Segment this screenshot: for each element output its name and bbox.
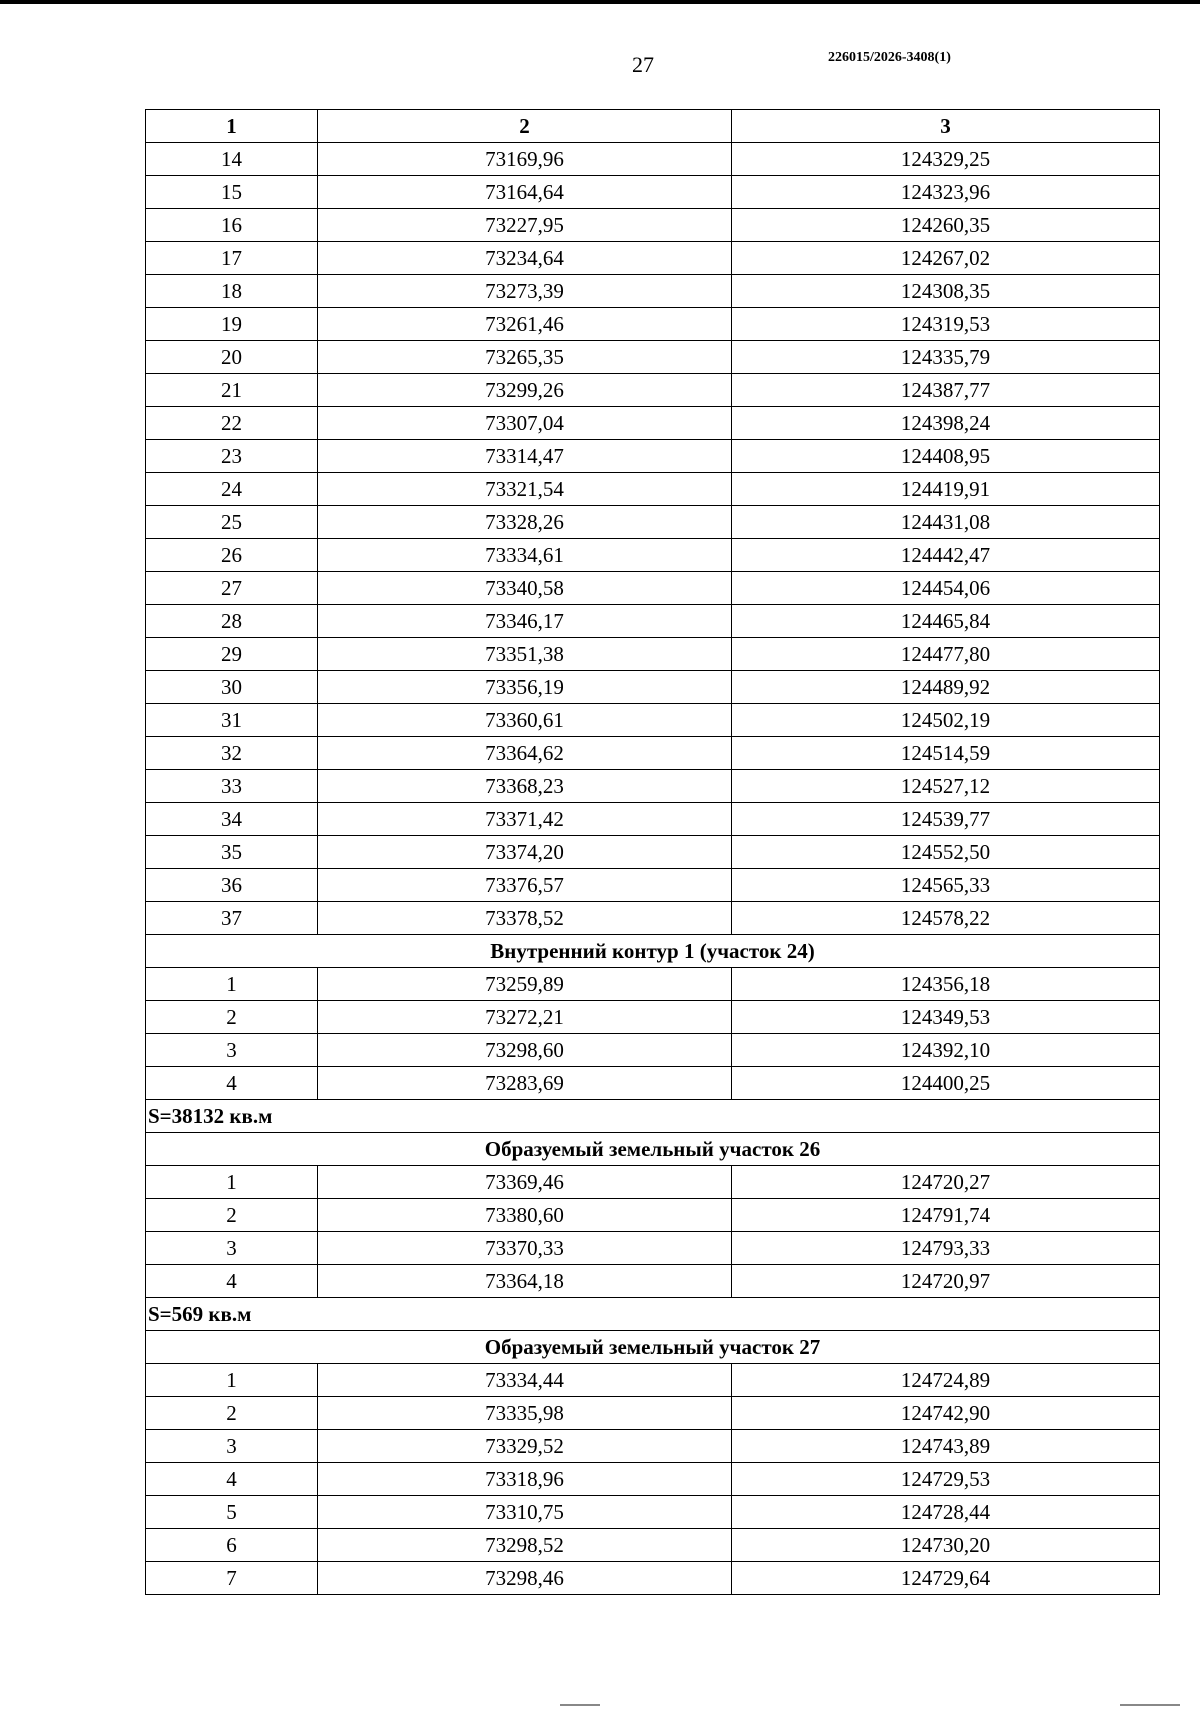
x-coordinate-cell: 73364,62 (318, 737, 732, 770)
point-number-cell: 24 (146, 473, 318, 506)
y-coordinate-cell: 124323,96 (732, 176, 1160, 209)
x-coordinate-cell: 73328,26 (318, 506, 732, 539)
x-coordinate-cell: 73298,60 (318, 1034, 732, 1067)
y-coordinate-cell: 124514,59 (732, 737, 1160, 770)
x-coordinate-cell: 73360,61 (318, 704, 732, 737)
table-row (146, 1397, 1160, 1430)
y-coordinate-cell: 124578,22 (732, 902, 1160, 935)
point-number-cell: 35 (146, 836, 318, 869)
y-coordinate-cell: 124442,47 (732, 539, 1160, 572)
point-number-cell: 23 (146, 440, 318, 473)
y-coordinate-cell: 124730,20 (732, 1529, 1160, 1562)
point-number-cell: 4 (146, 1265, 318, 1298)
x-coordinate-cell: 73334,44 (318, 1364, 732, 1397)
table-row (146, 836, 1160, 869)
table-row (146, 1166, 1160, 1199)
y-coordinate-cell: 124565,33 (732, 869, 1160, 902)
point-number-cell: 3 (146, 1232, 318, 1265)
section-heading-row (146, 1331, 1160, 1364)
section-heading-row (146, 935, 1160, 968)
point-number-cell: 32 (146, 737, 318, 770)
y-coordinate-cell: 124539,77 (732, 803, 1160, 836)
y-coordinate-cell: 124729,64 (732, 1562, 1160, 1595)
y-coordinate-cell: 124431,08 (732, 506, 1160, 539)
table-row (146, 770, 1160, 803)
y-coordinate-cell: 124793,33 (732, 1232, 1160, 1265)
y-coordinate-cell: 124398,24 (732, 407, 1160, 440)
y-coordinate-cell: 124729,53 (732, 1463, 1160, 1496)
point-number-cell: 14 (146, 143, 318, 176)
table-row (146, 1265, 1160, 1298)
point-number-cell: 16 (146, 209, 318, 242)
y-coordinate-cell: 124260,35 (732, 209, 1160, 242)
x-coordinate-cell: 73234,64 (318, 242, 732, 275)
x-coordinate-cell: 73310,75 (318, 1496, 732, 1529)
table-row (146, 506, 1160, 539)
y-coordinate-cell: 124743,89 (732, 1430, 1160, 1463)
table-row (146, 737, 1160, 770)
table-row (146, 704, 1160, 737)
point-number-cell: 30 (146, 671, 318, 704)
table-row (146, 1067, 1160, 1100)
point-number-cell: 18 (146, 275, 318, 308)
point-number-cell: 27 (146, 572, 318, 605)
table-row (146, 902, 1160, 935)
point-number-cell: 33 (146, 770, 318, 803)
x-coordinate-cell: 73368,23 (318, 770, 732, 803)
point-number-cell: 4 (146, 1463, 318, 1496)
table-row (146, 1529, 1160, 1562)
table-row (146, 341, 1160, 374)
coordinates-table (145, 109, 1160, 1595)
y-coordinate-cell: 124335,79 (732, 341, 1160, 374)
y-coordinate-cell: 124724,89 (732, 1364, 1160, 1397)
point-number-cell: 1 (146, 1364, 318, 1397)
table-row (146, 440, 1160, 473)
point-number-cell: 34 (146, 803, 318, 836)
section-heading: Образуемый земельный участок 26 (146, 1133, 1160, 1166)
y-coordinate-cell: 124527,12 (732, 770, 1160, 803)
point-number-cell: 19 (146, 308, 318, 341)
table-row (146, 143, 1160, 176)
point-number-cell: 21 (146, 374, 318, 407)
y-coordinate-cell: 124489,92 (732, 671, 1160, 704)
table-row (146, 803, 1160, 836)
y-coordinate-cell: 124742,90 (732, 1397, 1160, 1430)
point-number-cell: 36 (146, 869, 318, 902)
y-coordinate-cell: 124392,10 (732, 1034, 1160, 1067)
point-number-cell: 37 (146, 902, 318, 935)
table-row (146, 671, 1160, 704)
table-header-row (146, 110, 1160, 143)
table-row (146, 242, 1160, 275)
x-coordinate-cell: 73299,26 (318, 374, 732, 407)
top-border-line (0, 0, 1200, 4)
point-number-cell: 17 (146, 242, 318, 275)
x-coordinate-cell: 73334,61 (318, 539, 732, 572)
table-row (146, 539, 1160, 572)
table-row (146, 1199, 1160, 1232)
x-coordinate-cell: 73329,52 (318, 1430, 732, 1463)
table-row (146, 1232, 1160, 1265)
x-coordinate-cell: 73370,33 (318, 1232, 732, 1265)
section-heading: Образуемый земельный участок 27 (146, 1331, 1160, 1364)
y-coordinate-cell: 124408,95 (732, 440, 1160, 473)
y-coordinate-cell: 124267,02 (732, 242, 1160, 275)
x-coordinate-cell: 73335,98 (318, 1397, 732, 1430)
x-coordinate-cell: 73259,89 (318, 968, 732, 1001)
area-value: S=38132 кв.м (146, 1100, 1160, 1133)
coordinates-table-body (146, 110, 1160, 1595)
point-number-cell: 29 (146, 638, 318, 671)
point-number-cell: 6 (146, 1529, 318, 1562)
table-row (146, 638, 1160, 671)
x-coordinate-cell: 73371,42 (318, 803, 732, 836)
x-coordinate-cell: 73376,57 (318, 869, 732, 902)
table-row (146, 1430, 1160, 1463)
table-row (146, 407, 1160, 440)
point-number-cell: 2 (146, 1001, 318, 1034)
x-coordinate-cell: 73283,69 (318, 1067, 732, 1100)
y-coordinate-cell: 124308,35 (732, 275, 1160, 308)
table-row (146, 209, 1160, 242)
y-coordinate-cell: 124720,97 (732, 1265, 1160, 1298)
table-row (146, 473, 1160, 506)
table-row (146, 275, 1160, 308)
point-number-cell: 15 (146, 176, 318, 209)
table-row (146, 605, 1160, 638)
y-coordinate-cell: 124329,25 (732, 143, 1160, 176)
x-coordinate-cell: 73307,04 (318, 407, 732, 440)
point-number-cell: 7 (146, 1562, 318, 1595)
x-coordinate-cell: 73374,20 (318, 836, 732, 869)
table-row (146, 869, 1160, 902)
area-row (146, 1100, 1160, 1133)
point-number-cell: 22 (146, 407, 318, 440)
point-number-cell: 5 (146, 1496, 318, 1529)
column-header-x: 2 (318, 110, 732, 143)
table-row (146, 968, 1160, 1001)
table-row (146, 308, 1160, 341)
table-row (146, 176, 1160, 209)
y-coordinate-cell: 124400,25 (732, 1067, 1160, 1100)
point-number-cell: 3 (146, 1430, 318, 1463)
column-header-point-number: 1 (146, 110, 318, 143)
y-coordinate-cell: 124387,77 (732, 374, 1160, 407)
x-coordinate-cell: 73298,46 (318, 1562, 732, 1595)
x-coordinate-cell: 73227,95 (318, 209, 732, 242)
document-registration-number: 226015/2026-3408(1) (828, 50, 951, 65)
x-coordinate-cell: 73369,46 (318, 1166, 732, 1199)
point-number-cell: 26 (146, 539, 318, 572)
point-number-cell: 1 (146, 1166, 318, 1199)
point-number-cell: 28 (146, 605, 318, 638)
point-number-cell: 31 (146, 704, 318, 737)
area-row (146, 1298, 1160, 1331)
y-coordinate-cell: 124791,74 (732, 1199, 1160, 1232)
column-header-y: 3 (732, 110, 1160, 143)
x-coordinate-cell: 73351,38 (318, 638, 732, 671)
section-heading-row (146, 1133, 1160, 1166)
point-number-cell: 2 (146, 1397, 318, 1430)
x-coordinate-cell: 73380,60 (318, 1199, 732, 1232)
table-row (146, 572, 1160, 605)
x-coordinate-cell: 73261,46 (318, 308, 732, 341)
scan-bottom-artifacts (0, 1696, 1200, 1710)
x-coordinate-cell: 73298,52 (318, 1529, 732, 1562)
point-number-cell: 3 (146, 1034, 318, 1067)
table-row (146, 1562, 1160, 1595)
point-number-cell: 4 (146, 1067, 318, 1100)
x-coordinate-cell: 73364,18 (318, 1265, 732, 1298)
y-coordinate-cell: 124419,91 (732, 473, 1160, 506)
y-coordinate-cell: 124502,19 (732, 704, 1160, 737)
table-row (146, 1001, 1160, 1034)
x-coordinate-cell: 73314,47 (318, 440, 732, 473)
x-coordinate-cell: 73169,96 (318, 143, 732, 176)
x-coordinate-cell: 73265,35 (318, 341, 732, 374)
x-coordinate-cell: 73272,21 (318, 1001, 732, 1034)
table-row (146, 1034, 1160, 1067)
scan-mark (1120, 1704, 1180, 1706)
section-heading: Внутренний контур 1 (участок 24) (146, 935, 1160, 968)
y-coordinate-cell: 124319,53 (732, 308, 1160, 341)
table-row (146, 1496, 1160, 1529)
table-row (146, 1463, 1160, 1496)
x-coordinate-cell: 73321,54 (318, 473, 732, 506)
point-number-cell: 25 (146, 506, 318, 539)
table-row (146, 1364, 1160, 1397)
x-coordinate-cell: 73378,52 (318, 902, 732, 935)
y-coordinate-cell: 124454,06 (732, 572, 1160, 605)
x-coordinate-cell: 73346,17 (318, 605, 732, 638)
y-coordinate-cell: 124465,84 (732, 605, 1160, 638)
y-coordinate-cell: 124720,27 (732, 1166, 1160, 1199)
area-value: S=569 кв.м (146, 1298, 1160, 1331)
x-coordinate-cell: 73164,64 (318, 176, 732, 209)
x-coordinate-cell: 73340,58 (318, 572, 732, 605)
x-coordinate-cell: 73273,39 (318, 275, 732, 308)
x-coordinate-cell: 73356,19 (318, 671, 732, 704)
page-number: 27 (632, 52, 654, 77)
y-coordinate-cell: 124552,50 (732, 836, 1160, 869)
scan-mark (560, 1704, 600, 1706)
point-number-cell: 2 (146, 1199, 318, 1232)
y-coordinate-cell: 124356,18 (732, 968, 1160, 1001)
point-number-cell: 20 (146, 341, 318, 374)
y-coordinate-cell: 124477,80 (732, 638, 1160, 671)
y-coordinate-cell: 124728,44 (732, 1496, 1160, 1529)
x-coordinate-cell: 73318,96 (318, 1463, 732, 1496)
table-row (146, 374, 1160, 407)
y-coordinate-cell: 124349,53 (732, 1001, 1160, 1034)
point-number-cell: 1 (146, 968, 318, 1001)
